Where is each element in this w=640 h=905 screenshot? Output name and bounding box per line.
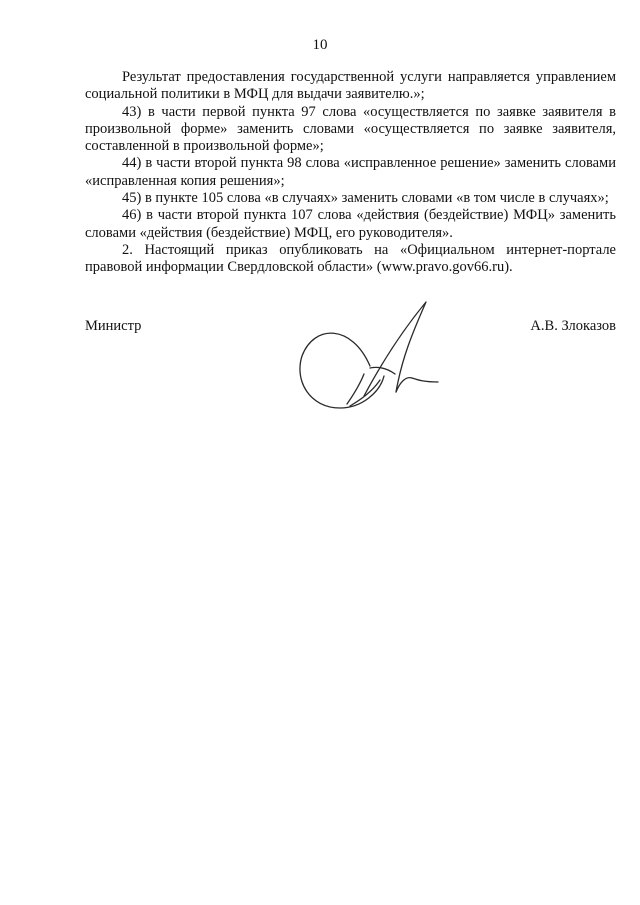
signatory-role: Министр bbox=[85, 318, 142, 334]
signatory-name: А.В. Злоказов bbox=[530, 318, 616, 334]
document-body bbox=[85, 69, 616, 277]
handwritten-signature-icon bbox=[292, 296, 442, 426]
paragraph-result: Результат предоставления государственной услуги направляется управлением социальной политики в МФЦ для выдачи заявителю.»; bbox=[85, 69, 616, 103]
paragraph-item-45: 45) в пункте 105 слова «в случаях» заменить словами «в том числе в случаях»; bbox=[122, 190, 609, 207]
paragraph-publication: 2. Настоящий приказ опубликовать на «Официальном интернет-портале правовой информации Свердловской области» (www.pravo.gov66.ru). bbox=[85, 241, 616, 276]
paragraph-item-44: 44) в части второй пункта 98 слова «исправленное решение» заменить словами «исправленная копия решения»; bbox=[85, 155, 616, 189]
page-number: 10 bbox=[312, 37, 328, 53]
paragraph-item-43: 43) в части первой пункта 97 слова «осуществляется по заявке заявителя в произвольной форме» заменить словами «осуществляется по заявке заявителя, составленной в произвольной форме»; bbox=[85, 103, 616, 155]
paragraph-item-46: 46) в части второй пункта 107 слова «действия (бездействие) МФЦ» заменить словами «действия (бездействие) МФЦ, его руководителя». bbox=[85, 207, 616, 241]
